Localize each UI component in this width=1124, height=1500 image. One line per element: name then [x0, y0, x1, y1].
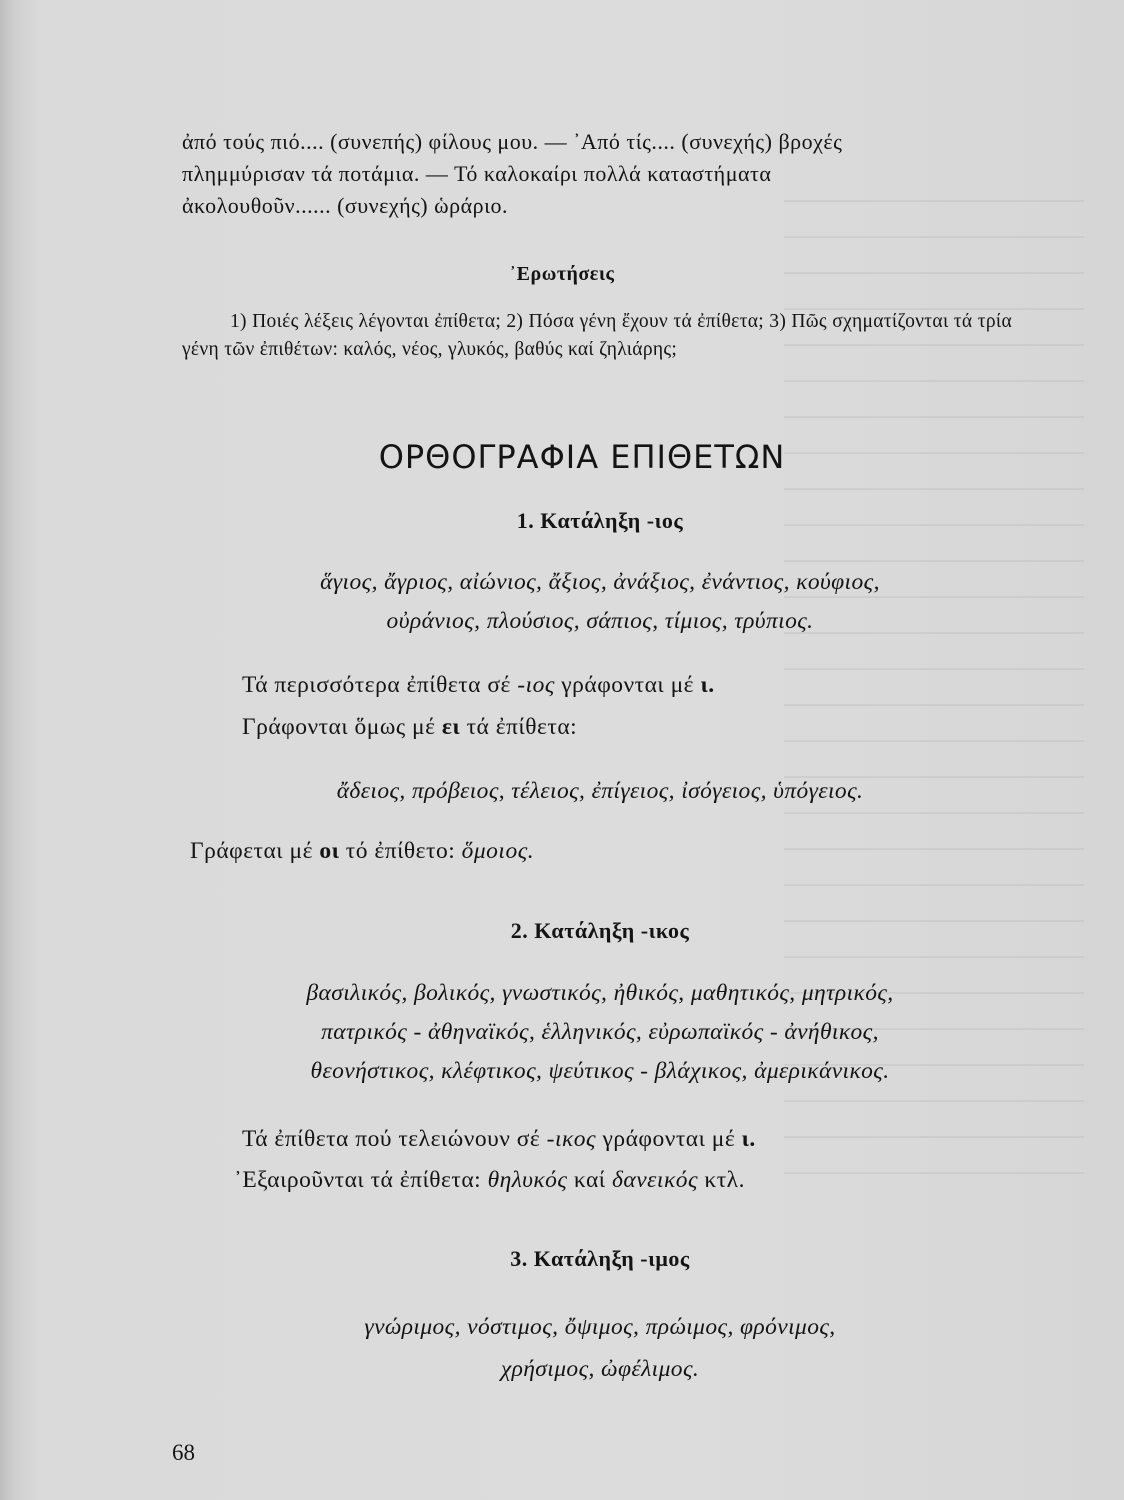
section-1-word-list [170, 563, 1030, 641]
rule-text: κτλ. [698, 1167, 745, 1193]
rule-word: ὅμοιος. [461, 838, 535, 864]
rule-text: Τά ἐπίθετα πού τελειώνουν σέ [242, 1126, 547, 1152]
rule-word: θηλυκός [487, 1167, 568, 1193]
section-2-word-list [170, 974, 1030, 1091]
rule-text: ᾿Εξαιροῦνται τά ἐπίθετα: [234, 1167, 488, 1193]
rule-text: Γράφονται ὅμως μέ [242, 714, 442, 740]
intro-line: πλημμύρισαν τά ποτάμια. — Τό καλοκαίρι πολλά καταστήματα [182, 161, 772, 186]
section-1-rule-2 [242, 707, 577, 747]
rule-letter: ι. [700, 672, 715, 698]
intro-exercise-text [182, 126, 1012, 222]
questions-text: 1) Ποιές λέξεις λέγονται ἐπίθετα; 2) Πόσα γένη ἔχουν τά ἐπίθετα; 3) Πῶς σχηματίζονται τά τρία γένη τῶν ἐπιθέτων: καλός, νέος, γλυκός, βαθύς καί ζηλιάρης; [182, 311, 1012, 360]
section-2-rule-2 [234, 1160, 745, 1200]
rule-text: γράφονται μέ [596, 1126, 742, 1152]
section-2-rule-1 [242, 1119, 756, 1159]
rule-letter: οι [319, 838, 340, 864]
section-1-rule-3 [190, 831, 534, 871]
word-list-line: ἅγιος, ἄγριος, αἰώνιος, ἄξιος, ἀνάξιος, ἐνάντιος, κούφιος, [320, 569, 880, 595]
section-1-rule-1 [242, 665, 715, 705]
intro-line: ἀπό τούς πιό.... (συνεπής) φίλους μου. — ᾿Από τίς.... (συνεχής) βροχές [182, 129, 843, 154]
rule-text: τά ἐπίθετα: [460, 714, 578, 740]
section-3-title: 3. Κατάληξη -ιμος [510, 1246, 690, 1271]
rule-ending: -ιος [517, 672, 555, 698]
word-list-line: βασιλικός, βολικός, γνωστικός, ἠθικός, μαθητικός, μητρικός, [306, 980, 894, 1006]
word-list-line: γνώριμος, νόστιμος, ὄψιμος, πρώιμος, φρόνιμος, [364, 1314, 836, 1340]
section-1-exceptions [170, 772, 1030, 811]
questions-block [182, 308, 1012, 364]
section-1-title: 1. Κατάληξη -ιος [516, 508, 684, 533]
rule-text: γράφονται μέ [554, 672, 701, 698]
questions-heading: ᾿Ερωτήσεις [509, 263, 615, 285]
word-list-line: πατρικός - ἀθηναϊκός, ἑλληνικός, εὐρωπαϊκός - ἀνήθικος, [321, 1019, 879, 1045]
rule-text: τό ἐπίθετο: [339, 838, 462, 864]
exceptions-line: ἄδειος, πρόβειος, τέλειος, ἐπίγειος, ἰσόγειος, ὑπόγειος. [336, 778, 864, 804]
word-list-line: χρήσιμος, ὠφέλιμος. [500, 1356, 700, 1382]
rule-text: Γράφεται μέ [190, 838, 320, 864]
chapter-title: ΟΡΘΟΓΡΑΦΙΑ ΕΠΙΘΕΤΩΝ [378, 438, 786, 476]
rule-ending: -ικος [546, 1126, 597, 1152]
section-3-word-list [170, 1306, 1030, 1390]
rule-word: δανεικός [611, 1167, 699, 1193]
section-2-title: 2. Κατάληξη -ικος [510, 918, 690, 943]
page-number: 68 [172, 1440, 195, 1465]
word-list-line: θεονήστικος, κλέφτικος, ψεύτικος - βλάχικος, ἀμερικάνικος. [310, 1058, 890, 1084]
rule-letter: ει [441, 714, 461, 740]
rule-text: καί [567, 1167, 612, 1193]
rule-letter: ι. [741, 1126, 756, 1152]
intro-line: ἀκολουθοῦν...... (συνεχής) ὡράριο. [182, 193, 509, 218]
rule-text: Τά περισσότερα ἐπίθετα σέ [242, 672, 518, 698]
word-list-line: οὐράνιος, πλούσιος, σάπιος, τίμιος, τρύπιος. [386, 608, 814, 634]
